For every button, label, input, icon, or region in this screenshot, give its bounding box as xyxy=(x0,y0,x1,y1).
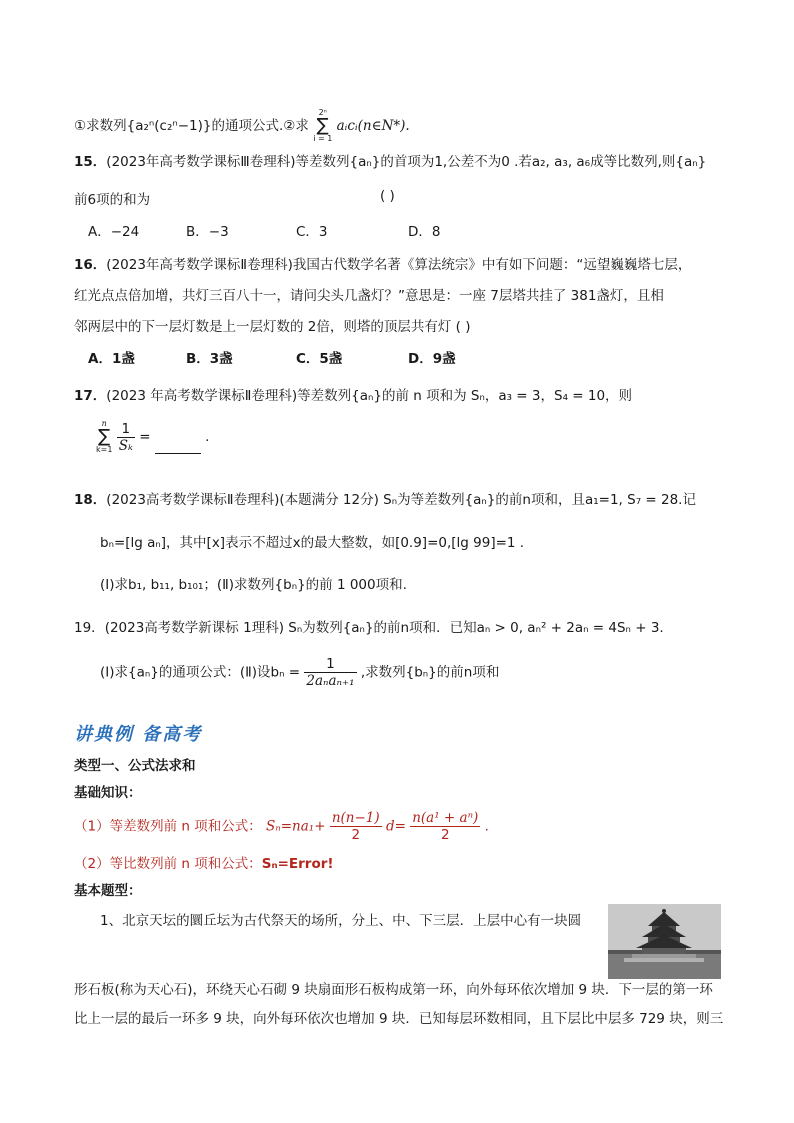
q14-tail: aᵢcᵢ(n∈N*). xyxy=(336,118,410,134)
q14-line xyxy=(74,109,410,143)
formula-1-part-a: Sₙ=na₁+ xyxy=(266,818,326,835)
formula-arithmetic xyxy=(74,810,489,843)
q17-number: 17． xyxy=(74,388,107,404)
q17-stem: (2023 年高考数学课标Ⅱ卷理科)等差数列{aₙ}的前 n 项和为 Sₙ，a₃ = 3，S₄ = 10，则 xyxy=(106,388,633,404)
q15-number: 15． xyxy=(74,154,107,170)
fraction-numerator: n(n−1) xyxy=(331,810,380,826)
answer-blank[interactable] xyxy=(155,439,201,454)
q17-fraction xyxy=(117,421,135,454)
problem-1-line3: 比上一层的最后一环多 9 块，向外每环依次也增加 9 块．已知每层环数相同，且下层比中层多 729 块，则三 xyxy=(74,1011,724,1027)
formula-2-label: （2）等比数列前 n 项和公式： xyxy=(74,856,262,872)
q16-stem: (2023年高考数学课标Ⅱ卷理科)我国古代数学名著《算法统宗》中有如下问题：“远望巍巍塔七层， xyxy=(106,257,692,273)
problem-1-line2: 形石板(称为天心石)，环绕天心石砌 9 块扇面形石板构成第一环，向外每环依次增加 9 块．下一层的第一环 xyxy=(74,982,713,998)
q16-option-c: C．5盏 xyxy=(296,351,343,367)
q14-text: ①求数列{a₂ⁿ(c₂ⁿ−1)}的通项公式.②求 xyxy=(74,118,309,134)
q16-number: 16． xyxy=(74,257,107,273)
fraction-numerator: 1 xyxy=(121,420,131,437)
fraction-denominator: 2 xyxy=(410,826,480,843)
formula-1-label: （1）等差数列前 n 项和公式： xyxy=(74,818,262,835)
q15-line1 xyxy=(74,150,706,170)
q15-option-b: B．−3 xyxy=(186,224,229,240)
q18-number: 18． xyxy=(74,492,107,508)
q18-stem: (2023高考数学课标Ⅱ卷理科)(本题满分 12分) Sₙ为等差数列{aₙ}的前n项和，且a₁=1, S₇ = 28.记 xyxy=(106,492,696,508)
q16-option-d: D．9盏 xyxy=(408,351,456,367)
sum-lower-limit: k=1 xyxy=(96,445,113,454)
formula-1-end: . xyxy=(484,818,489,835)
sum-lower-limit: i = 1 xyxy=(313,134,333,143)
fraction-numerator: 1 xyxy=(326,656,335,672)
fraction-numerator: n(a¹ + aⁿ) xyxy=(412,810,479,826)
q19-part-a: (Ⅰ)求{aₙ}的通项公式：(Ⅱ)设bₙ = xyxy=(100,664,301,681)
q18-line2: bₙ=[lg aₙ]，其中[x]表示不超过x的最大整数，如[0.9]=0,[lg 99]=1 . xyxy=(100,535,525,551)
q19-part-b: ,求数列{bₙ}的前n项和 xyxy=(360,664,500,681)
problem-1-line1: 1、北京天坛的圜丘坛为古代祭天的场所，分上、中、下三层．上层中心有一块圆 xyxy=(100,913,582,929)
formula-1-fraction-2 xyxy=(410,810,480,843)
q19-line1 xyxy=(74,616,664,636)
formula-2-expression: Sₙ=Error! xyxy=(261,856,334,872)
q15-option-c: C．3 xyxy=(296,224,328,240)
equals-sign: = xyxy=(139,429,151,445)
q19-stem: (2023高考数学新课标 1理科) Sₙ为数列{aₙ}的前n项和．已知aₙ > 0, aₙ² + 2aₙ = 4Sₙ + 3. xyxy=(104,620,664,636)
q15-option-a: A．−24 xyxy=(88,224,140,240)
formula-1-fraction-1 xyxy=(330,810,382,843)
q19-number: 19． xyxy=(74,620,105,636)
temple-of-heaven-photo xyxy=(608,904,721,979)
fraction-denominator: 2aₙaₙ₊₁ xyxy=(306,673,355,689)
formula-1-part-b: d= xyxy=(385,818,406,835)
q15-option-d: D．8 xyxy=(408,224,441,240)
formula-geometric xyxy=(74,852,334,872)
q15-answer-paren: ( ) xyxy=(380,188,395,204)
q16-line3: 邻两层中的下一层灯数是上一层灯数的 2倍，则塔的顶层共有灯 ( ) xyxy=(74,319,471,335)
section-title: 讲典例 备高考 xyxy=(74,724,203,745)
type-heading: 类型一、公式法求和 xyxy=(74,758,196,774)
temple-icon xyxy=(608,904,721,979)
q16-line1 xyxy=(74,253,691,273)
q17-line1 xyxy=(74,384,632,404)
q19-fraction xyxy=(304,656,356,689)
q15-line2 xyxy=(74,188,150,208)
q18-line1 xyxy=(74,488,696,508)
summation-symbol: 2ⁿ ∑ i = 1 xyxy=(313,108,333,143)
q17-formula: n ∑ k=1 $\frac{1}{\text{Sₖ}}$ = . xyxy=(96,419,210,454)
q15-stem: (2023年高考数学课标Ⅲ卷理科)等差数列{aₙ}的首项为1,公差不为0 .若a₂, a₃, a₆成等比数列,则{aₙ} xyxy=(106,154,707,170)
fraction-denominator: Sₖ xyxy=(118,437,133,454)
q18-line3: (Ⅰ)求b₁, b₁₁, b₁₀₁；(Ⅱ)求数列{bₙ}的前 1 000项和. xyxy=(100,577,407,593)
q16-option-b: B．3盏 xyxy=(186,351,233,367)
q16-line2: 红光点点倍加增，共灯三百八十一，请问尖头几盏灯？”意思是：一座 7层塔共挂了 381盏灯，且相 xyxy=(74,288,664,304)
q19-line2 xyxy=(100,656,499,689)
basic-types-heading: 基本题型： xyxy=(74,883,142,899)
q16-option-a: A．1盏 xyxy=(88,351,135,367)
summation-symbol: n ∑ k=1 xyxy=(96,419,113,454)
basics-heading: 基础知识： xyxy=(74,785,142,801)
sum-upper-limit: 2ⁿ xyxy=(318,108,327,117)
q15-stem-2: 前6项的和为 xyxy=(74,192,151,208)
sum-upper-limit: n xyxy=(101,419,107,428)
fraction-denominator: 2 xyxy=(330,826,382,843)
